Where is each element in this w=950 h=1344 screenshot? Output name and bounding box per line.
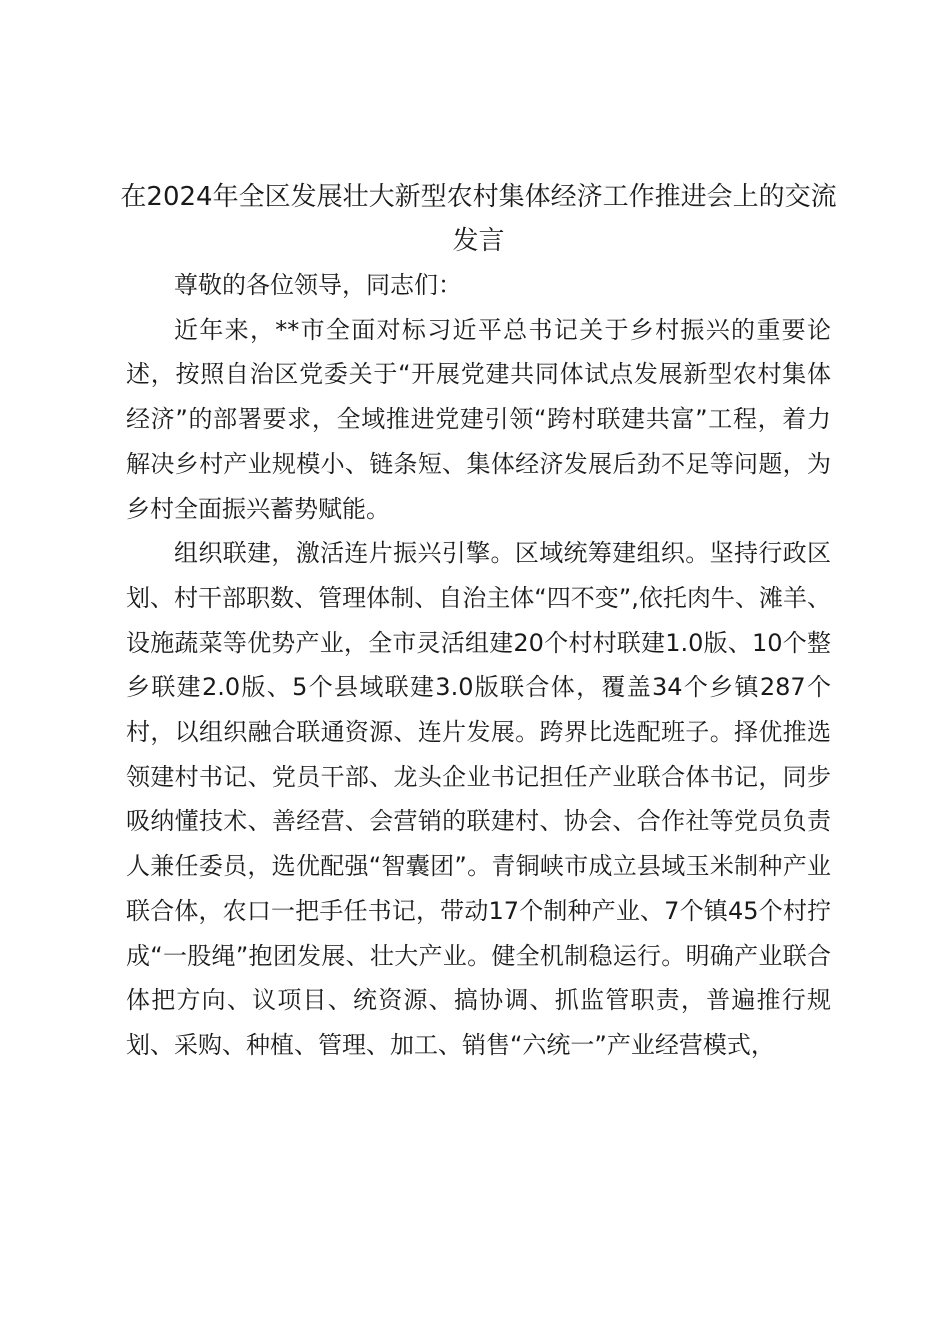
document-page (120, 175, 837, 1068)
document-title: 在2024年全区发展壮大新型农村集体经济工作推进会上的交流发言 (120, 182, 837, 256)
paragraph-organization: 组织联建，激活连片振兴引擎。区域统筹建组织。坚持行政区划、村干部职数、管理体制、自治主体“四不变”,依托肉牛、滩羊、设施蔬菜等优势产业，全市灵活组建20个村村联建1.0版、10个整乡联建2.0版、5个县域联建3.0版联合体，覆盖34个乡镇287个村，以组织融合联通资源、连片发展。跨界比选配班子。择优推选领建村书记、党员干部、龙头企业书记担任产业联合体书记，同步吸纳懂技术、善经营、会营销的联建村、协会、合作社等党员负责人兼任委员，选优配强“智囊团”。青铜峡市成立县域玉米制种产业联合体，农口一把手任书记，带动17个制种产业、7个镇45个村拧成“一股绳”抱团发展、壮大产业。健全机制稳运行。明确产业联合体把方向、议项目、统资源、搞协调、抓监管职责，普遍推行规划、采购、种植、管理、加工、销售“六统一”产业经营模式， (126, 539, 831, 1059)
paragraph-intro: 近年来，**市全面对标习近平总书记关于乡村振兴的重要论述，按照自治区党委关于“开展党建共同体试点发展新型农村集体经济”的部署要求，全域推进党建引领“跨村联建共富”工程，着力解决乡村产业规模小、链条短、集体经济发展后劲不足等问题，为乡村全面振兴蓄势赋能。 (126, 315, 831, 523)
greeting: 尊敬的各位领导，同志们： (174, 271, 462, 299)
